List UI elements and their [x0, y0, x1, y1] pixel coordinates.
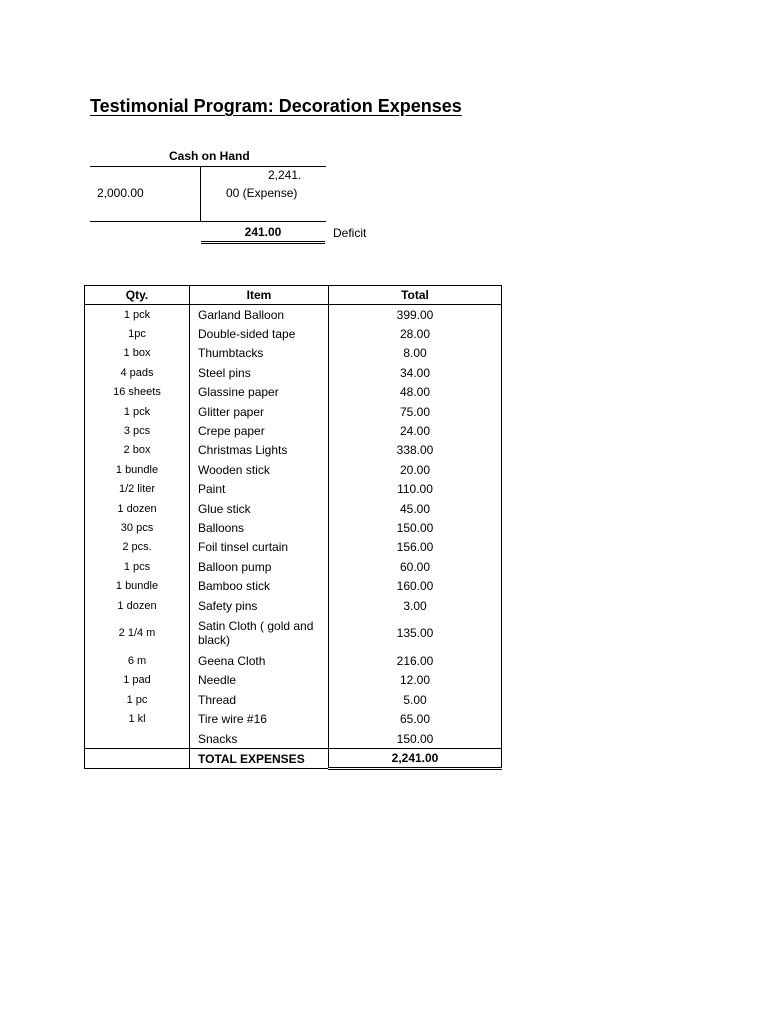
- table-row: [85, 402, 502, 421]
- row-qty: 30 pcs: [85, 518, 190, 537]
- table-row: [85, 305, 502, 325]
- table-row: [85, 324, 502, 343]
- table-row: [85, 729, 502, 749]
- row-total: 135.00: [329, 615, 502, 651]
- row-qty: 2 box: [85, 441, 190, 460]
- table-row: [85, 480, 502, 499]
- row-total: 150.00: [329, 518, 502, 537]
- row-qty: 3 pcs: [85, 421, 190, 440]
- row-total: 12.00: [329, 671, 502, 690]
- table-row: [85, 557, 502, 576]
- t-account-bottom-rule: [90, 221, 326, 222]
- table-row: [85, 363, 502, 382]
- row-item: Crepe paper: [190, 421, 329, 440]
- table-row: [85, 671, 502, 690]
- row-qty: 1 pck: [85, 402, 190, 421]
- t-account-top-rule: [90, 166, 326, 167]
- table-row: [85, 596, 502, 615]
- row-qty: 2 pcs.: [85, 538, 190, 557]
- row-item: Foil tinsel curtain: [190, 538, 329, 557]
- table-row: [85, 499, 502, 518]
- row-item: Satin Cloth ( gold and black): [190, 615, 329, 651]
- row-qty: 1 pck: [85, 305, 190, 325]
- row-item: Geena Cloth: [190, 651, 329, 670]
- row-item: Glassine paper: [190, 383, 329, 402]
- row-total: 34.00: [329, 363, 502, 382]
- row-qty: 1 kl: [85, 709, 190, 728]
- row-total: 160.00: [329, 576, 502, 595]
- table-row: [85, 344, 502, 363]
- row-qty: 1 bundle: [85, 576, 190, 595]
- row-total: 338.00: [329, 441, 502, 460]
- t-account-credit-value-line1: 2,241.: [268, 168, 302, 182]
- row-qty: [85, 729, 190, 749]
- row-total: 216.00: [329, 651, 502, 670]
- row-total: 24.00: [329, 421, 502, 440]
- page-title: Testimonial Program: Decoration Expenses: [90, 96, 462, 116]
- row-qty: 4 pads: [85, 363, 190, 382]
- row-item: Steel pins: [190, 363, 329, 382]
- row-qty: 1 pcs: [85, 557, 190, 576]
- header-total: Total: [329, 286, 502, 305]
- row-qty: 2 1/4 m: [85, 615, 190, 651]
- row-item: Needle: [190, 671, 329, 690]
- row-total: 8.00: [329, 344, 502, 363]
- row-qty: 6 m: [85, 651, 190, 670]
- t-account-credit-value-line2: 00 (Expense): [226, 186, 298, 200]
- row-qty: 1pc: [85, 324, 190, 343]
- row-total: 75.00: [329, 402, 502, 421]
- row-total: 150.00: [329, 729, 502, 749]
- row-item: Safety pins: [190, 596, 329, 615]
- table-row: [85, 709, 502, 728]
- row-total: 60.00: [329, 557, 502, 576]
- total-label: TOTAL EXPENSES: [190, 749, 329, 769]
- row-total: 28.00: [329, 324, 502, 343]
- row-qty: 1 bundle: [85, 460, 190, 479]
- row-item: Paint: [190, 480, 329, 499]
- row-qty: 1 dozen: [85, 596, 190, 615]
- row-total: 65.00: [329, 709, 502, 728]
- row-item: Balloon pump: [190, 557, 329, 576]
- t-account-balance-note: Deficit: [333, 226, 367, 240]
- table-row: [85, 690, 502, 709]
- row-total: 399.00: [329, 305, 502, 325]
- table-row: [85, 538, 502, 557]
- row-qty: 1 dozen: [85, 499, 190, 518]
- row-total: 20.00: [329, 460, 502, 479]
- table-row: [85, 518, 502, 537]
- total-amount: 2,241.00: [329, 749, 502, 769]
- row-total: 110.00: [329, 480, 502, 499]
- table-header-row: [85, 286, 502, 305]
- t-account-label: Cash on Hand: [169, 149, 250, 163]
- table-row: [85, 460, 502, 479]
- row-total: 156.00: [329, 538, 502, 557]
- t-account-debit-value: 2,000.00: [97, 186, 144, 200]
- header-qty: Qty.: [85, 286, 190, 305]
- t-account-balance: 241.00: [201, 225, 325, 244]
- row-total: 48.00: [329, 383, 502, 402]
- row-qty: 1/2 liter: [85, 480, 190, 499]
- row-qty: 1 box: [85, 344, 190, 363]
- table-row: [85, 383, 502, 402]
- row-item: Double-sided tape: [190, 324, 329, 343]
- row-item: Glue stick: [190, 499, 329, 518]
- expense-table: [84, 285, 502, 770]
- table-total-row: [85, 749, 502, 769]
- row-item: Tire wire #16: [190, 709, 329, 728]
- row-item: Balloons: [190, 518, 329, 537]
- row-item: Glitter paper: [190, 402, 329, 421]
- row-qty: 1 pc: [85, 690, 190, 709]
- row-item: Snacks: [190, 729, 329, 749]
- row-item: Thread: [190, 690, 329, 709]
- t-account-divider: [200, 166, 201, 221]
- row-item: Garland Balloon: [190, 305, 329, 325]
- row-qty: 16 sheets: [85, 383, 190, 402]
- table-row: [85, 441, 502, 460]
- row-item: Bamboo stick: [190, 576, 329, 595]
- row-total: 5.00: [329, 690, 502, 709]
- table-row: [85, 615, 502, 651]
- row-item: Thumbtacks: [190, 344, 329, 363]
- row-item: Christmas Lights: [190, 441, 329, 460]
- table-row: [85, 421, 502, 440]
- table-row: [85, 576, 502, 595]
- total-qty: [85, 749, 190, 769]
- row-total: 45.00: [329, 499, 502, 518]
- row-item: Wooden stick: [190, 460, 329, 479]
- header-item: Item: [190, 286, 329, 305]
- row-qty: 1 pad: [85, 671, 190, 690]
- table-row: [85, 651, 502, 670]
- row-total: 3.00: [329, 596, 502, 615]
